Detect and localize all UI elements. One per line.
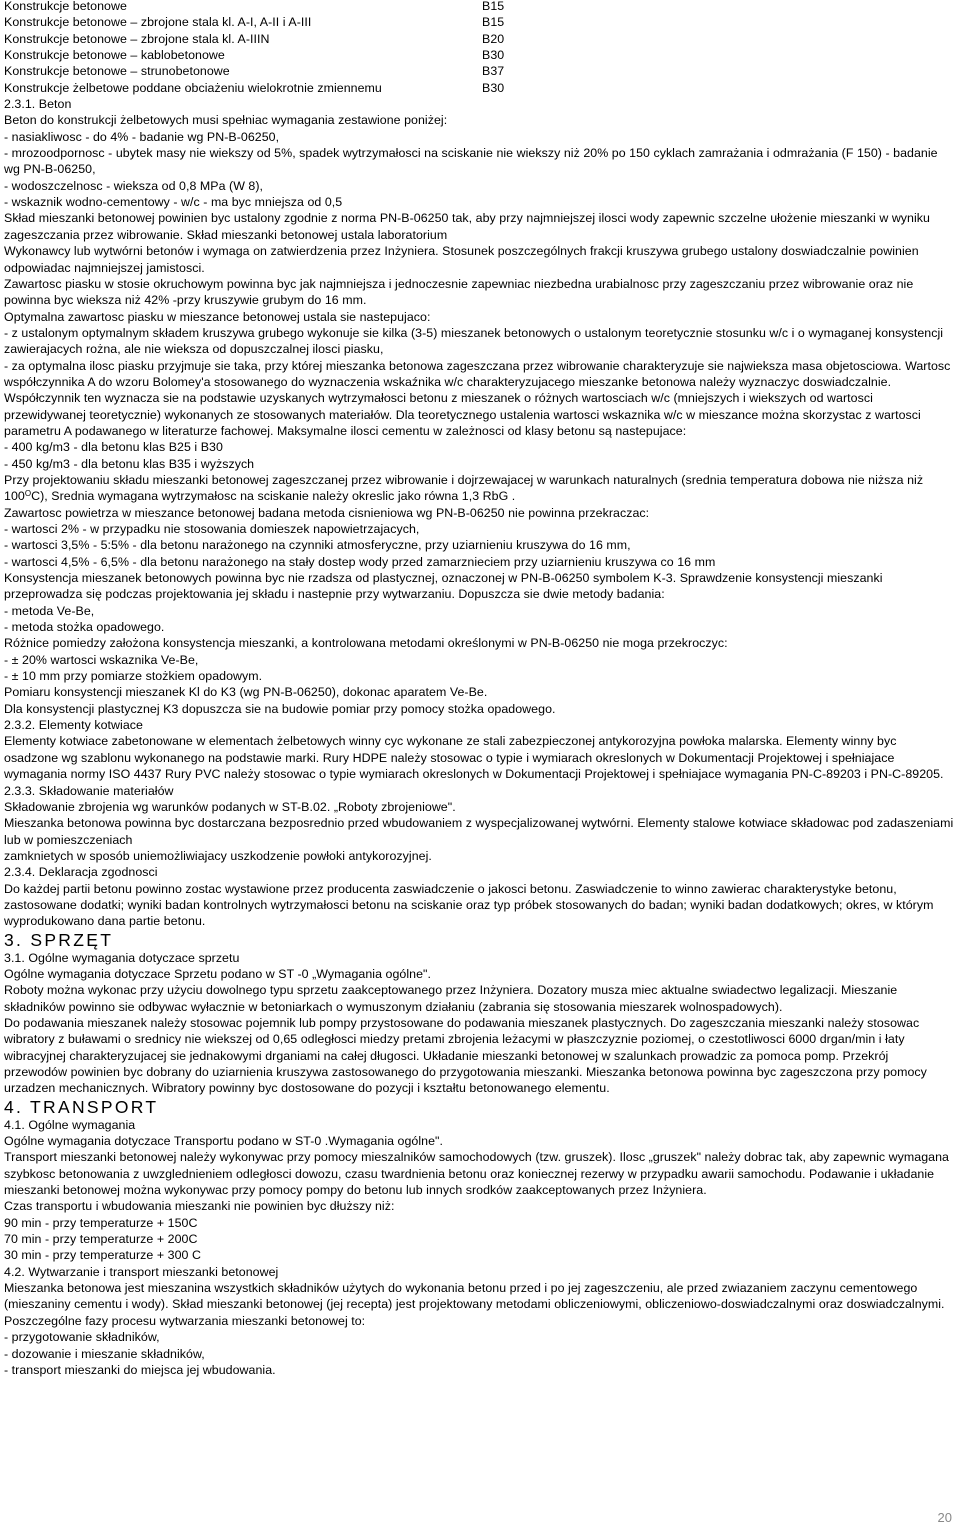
concrete-class-value: B37: [482, 64, 505, 79]
paragraph: Transport mieszanki betonowej należy wykonywac przy pomocy mieszalników samochodowych (tzw. gruszek). Ilosc „gruszek" należy dobrac tak, aby zapewnic wymagana szybkosc betonowania z uwzglednieniem odległosci dowozu, czasu twardnienia betonu oraz koniecznej rezerwy w przypadku awarii samochodu. Podawanie i układanie mieszanki betonowej można wykonywac przy pomocy pompy do betonu lub innych srodków zaakceptowanych przez Inżyniera.: [4, 1150, 949, 1198]
paragraph: Współczynnik ten wyznacza sie na podstawie uzyskanych wytrzymałosci betonu z mieszanek o różnych wartosciach w/c (mniejszych i wiekszych od wartosci przewidywanej teoretycznie) wykonanych ze stosowanych materiałów. Dla teoretycznego ustalenia wartosci wskaznika w/c w mieszance można skorzystac z wartosci parametru A podawanego w literaturze fachowej. Maksymalne ilosci cementu w zależnosci od klasy betonu są nastepujace:: [4, 391, 921, 438]
transport-section: [4, 1117, 954, 1379]
structure-type-label: Konstrukcje żelbetowe poddane obciażeniu wielokrotnie zmiennemu: [4, 80, 382, 95]
paragraph: Ogólne wymagania dotyczace Sprzetu podano w ST -0 „Wymagania ogólne".: [4, 966, 431, 981]
structure-type-label: Konstrukcje betonowe: [4, 0, 127, 13]
paragraph: - metoda stożka opadowego.: [4, 620, 165, 635]
paragraph: Elementy kotwiace zabetonowane w elementach żelbetowych winny cyc wykonane ze stali zabezpieczonej antykorozyjna powłoka malarska. Elementy winny byc osadzone wg szablonu wykonanego na podstawie marki. Rury HDPE należy stosowac o typie i wymiarach okreslonych w Dokumentacji Projektowej i spełniajace wymagania normy ISO 4437 Rury PVC należy stosowac o typie wymiarach okreslonych w Dokumentacji Projektowej i spełniajace wymagania PN-C-89203 i PN-C-89205.: [4, 734, 944, 782]
paragraph: - transport mieszanki do miejsca jej wbudowania.: [4, 1362, 276, 1377]
paragraph: - za optymalna ilosc piasku przyjmuje sie taka, przy której mieszanka betonowa zageszczana przez wibrowanie charakteryzuje sie najwieksza masa objetosciowa. Wartosc współczynnika A do wzoru Bolomey'a stosowanego do wyznaczenia wskaźnika w/c charakteryzujacego mieszanke betonowa należy wyznaczyc doswiadczalnie.: [4, 358, 951, 389]
paragraph: - wartosci 3,5% - 5:5% - dla betonu narażonego na czynniki atmosferyczne, przy uziarnieniu kruszywa do 16 mm,: [4, 538, 631, 553]
concrete-class-value: B30: [482, 48, 505, 63]
equipment-section: [4, 950, 954, 1097]
concrete-section: [4, 96, 954, 472]
paragraph: - dozowanie i mieszanie składników,: [4, 1346, 205, 1361]
paragraph: 2.3.3. Składowanie materiałów: [4, 783, 174, 798]
paragraph: 4.1. Ogólne wymagania: [4, 1117, 136, 1132]
concrete-class-value: B15: [482, 15, 505, 30]
concrete-class-table: [4, 0, 954, 96]
paragraph: - ± 20% wartosci wskaznika Ve-Be,: [4, 652, 199, 667]
paragraph: - wodoszczelnosc - wieksza od 0,8 MPa (W 8),: [4, 178, 264, 193]
paragraph: Zawartosc powietrza w mieszance betonowej badana metoda cisnieniowa wg PN-B-06250 nie powinna przekraczac:: [4, 505, 650, 520]
paragraph: - wskaznik wodno-cementowy - w/c - ma byc mniejsza od 0,5: [4, 195, 343, 210]
paragraph: Pomiaru konsystencji mieszanek Kl do K3 (wg PN-B-06250), dokonac aparatem Ve-Be.: [4, 685, 488, 700]
document-body: [4, 0, 954, 1378]
concrete-class-value: B30: [482, 80, 505, 95]
paragraph: 30 min - przy temperaturze + 300 C: [4, 1248, 201, 1263]
paragraph: Roboty można wykonac przy użyciu dowolnego typu sprzetu zaakceptowanego przez Inżyniera. Dozatory musza miec aktualne swiadectwo legalizacji. Mieszanie składników powinno sie odbywac wyłacznie w betoniarkach o wymuszonym działaniu (zabrania się stosowania mieszarek wolnospadowych).: [4, 983, 898, 1014]
paragraph: Do każdej partii betonu powinno zostac wystawione przez producenta zaswiadczenie o jakosci betonu. Zaswiadczenie to winno zawierac charakterystyke betonu, zastosowane dodatki; wyniki badan kontrolnych wytrzymałosci betonu na sciskanie oraz typ próbek stosowanych do badan; wyniki badan dodatkowych; okres, w którym wyprodukowano dana partie betonu.: [4, 881, 934, 929]
paragraph: zamknietych w sposób uniemożliwiajacy uszkodzenie powłoki antykorozyjnej.: [4, 848, 432, 863]
paragraph: Dla konsystencji plastycznej K3 dopuszcza sie na budowie pomiar przy pomocy stożka opadowego.: [4, 701, 556, 716]
paragraph: Wykonawcy lub wytwórni betonów i wymaga on zatwierdzenia przez Inżyniera. Stosunek poszczególnych frakcji kruszywa grubego ustalony doswiadczalnie powinien odpowiadac najmniejszej jamistosci.: [4, 244, 919, 275]
section-heading-equipment: 3. SPRZĘT: [4, 929, 114, 950]
paragraph: Konsystencja mieszanek betonowych powinna byc nie rzadsza od plastycznej, oznaczonej w PN-B-06250 symbolem K-3. Sprawdzenie konsystencji mieszanki przeprowadza się podczas projektowania jej składu i nastepnie przy wytwarzaniu. Dopuszcza sie dwie metody badania:: [4, 571, 883, 602]
section-heading-transport: 4. TRANSPORT: [4, 1096, 159, 1117]
paragraph: - przygotowanie składników,: [4, 1330, 160, 1345]
paragraph: - ± 10 mm przy pomiarze stożkiem opadowym.: [4, 669, 263, 684]
paragraph: 4.2. Wytwarzanie i transport mieszanki betonowej: [4, 1264, 279, 1279]
paragraph: 3.1. Ogólne wymagania dotyczace sprzetu: [4, 950, 240, 965]
structure-type-label: Konstrukcje betonowe – kablobetonowe: [4, 48, 225, 63]
concrete-class-row: [4, 14, 954, 30]
paragraph: - z ustalonym optymalnym składem kruszywa grubego wykonuje sie kilka (3-5) mieszanek betonowych o ustalonym teoretycznie stosunku w/c i o wymaganej konsystencji zawierajacych rożna, ale nie wieksza od dopuszczalnej ilosci piasku,: [4, 325, 944, 357]
concrete-class-value: B15: [482, 0, 505, 13]
paragraph: Mieszanka betonowa powinna byc dostarczana bezposrednio przed wbudowaniem z wyspecjalizowanej wytwórni. Elementy stalowe kotwiace składowac pod zadaszeniami lub w pomieszczeniach: [4, 816, 954, 847]
paragraph: Ogólne wymagania dotyczace Transportu podano w ST-0 .Wymagania ogólne".: [4, 1134, 443, 1149]
page-number: 20: [937, 1510, 952, 1525]
paragraph: 90 min - przy temperaturze + 150C: [4, 1215, 198, 1230]
paragraph: Beton do konstrukcji żelbetowych musi spełniac wymagania zestawione poniżej:: [4, 113, 448, 128]
structure-type-label: Konstrukcje betonowe – zbrojone stala kl. A-IIIN: [4, 31, 270, 46]
paragraph: - nasiakliwosc - do 4% - badanie wg PN-B-06250,: [4, 129, 280, 144]
structure-type-label: Konstrukcje betonowe – zbrojone stala kl. A-I, A-II i A-III: [4, 15, 312, 30]
temperature-paragraph: Przy projektowaniu składu mieszanki betonowej zageszczanej przez wibrowanie i dojrzewajacej w warunkach naturalnych (srednia temperatura dobowa nie niższa niż $100^OC$), Srednia wymagana wytrzymałosc na sciskanie należy okreslic jako równa 1,3 RbG .: [4, 472, 924, 504]
paragraph: - metoda Ve-Be,: [4, 603, 95, 618]
paragraph: - mrozoodpornosc - ubytek masy nie wiekszy od 5%, spadek wytrzymałosci na sciskanie nie wiekszy niż 20% po 150 cyklach zamrażania i odmrażania (F 150) - badanie wg PN-B-06250,: [4, 146, 938, 177]
paragraph: - wartosci 2% - w przypadku nie stosowania domieszek napowietrzajacych,: [4, 522, 420, 536]
paragraph: Składowanie zbrojenia wg warunków podanych w ST-B.02. „Roboty zbrojeniowe".: [4, 799, 456, 814]
paragraph: - 400 kg/m3 - dla betonu klas B25 i B30: [4, 440, 223, 455]
paragraph: 2.3.1. Beton: [4, 97, 72, 112]
paragraph: - 450 kg/m3 - dla betonu klas B35 i wyższych: [4, 456, 255, 471]
concrete-section-continued: [4, 505, 954, 930]
concrete-class-row: [4, 80, 954, 96]
paragraph: - wartosci 4,5% - 6,5% - dla betonu narażonego na stały dostep wody przed zamarznieciem przy uziarnieniu kruszywa co 16 mm: [4, 554, 716, 569]
concrete-class-row: [4, 63, 954, 79]
paragraph: Mieszanka betonowa jest mieszanina wszystkich składników użytych do wykonania betonu przed i po jej zageszczeniu, ale przed zwiazaniem zaczynu cementowego (mieszaniny cementu i wody). Skład mieszanki betonowej (jej recepta) jest projektowany metodami obliczeniowymi, obliczeniowo-doswiadczalnymi oraz doswiadczalnymi. Poszczególne fazy procesu wytwarzania mieszanki betonowej to:: [4, 1281, 945, 1328]
paragraph: 2.3.4. Deklaracja zgodnosci: [4, 865, 158, 880]
paragraph: 70 min - przy temperaturze + 200C: [4, 1232, 198, 1247]
paragraph: 2.3.2. Elementy kotwiace: [4, 718, 143, 733]
paragraph: Różnice pomiedzy założona konsystencja mieszanki, a kontrolowana metodami określonymi w PN-B-06250 nie moga przekroczyc:: [4, 636, 728, 651]
concrete-class-row: [4, 31, 954, 47]
concrete-class-value: B20: [482, 31, 505, 46]
paragraph: Do podawania mieszanek należy stosowac pojemnik lub pompy przystosowane do podawania mieszanek plastycznych. Do zageszczania mieszanki należy stosowac wibratory z buławami o srednicy nie wiekszej od 0,65 odległosci miedzy pretami zbrojenia leżacymi w płaszczyznie poziomej, o czestotliwosci 6000 drgan/min i łaty wibracyjnej charakteryzujacej sie jednakowymi drganiami na całej długosci. Układanie mieszanki betonowej w szalunkach prowadzic za pomoca pomp. Przekrój przewodów powinien byc dobrany do uziarnienia kruszywa zastosowanego do przygotowania mieszanki. Mieszanka betonowa powinna byc zageszczona przy pomocy: [4, 1015, 927, 1079]
paragraph: Optymalna zawartosc piasku w mieszance betonowej ustala sie nastepujaco:: [4, 309, 431, 324]
paragraph: Zawartosc piasku w stosie okruchowym powinna byc jak najmniejsza i jednoczesnie zapewniac niezbedna urabialnosc przy zageszczaniu przez wibrowanie oraz nie powinna byc wieksza niż 42% -przy kruszywie grubym do 16 mm.: [4, 276, 914, 308]
concrete-class-row: [4, 0, 954, 14]
paragraph: Czas transportu i wbudowania mieszanki nie powinien byc dłuższy niż:: [4, 1199, 395, 1214]
paragraph: urzadzen mechanicznych. Wibratory powinny byc dostosowane do pozycji i kształtu betonowanego elementu.: [4, 1081, 610, 1096]
structure-type-label: Konstrukcje betonowe – strunobetonowe: [4, 64, 230, 79]
concrete-class-row: [4, 47, 954, 63]
paragraph: Skład mieszanki betonowej powinien byc ustalony zgodnie z norma PN-B-06250 tak, aby przy najmniejszej ilosci wody zapewnic szczelne ułożenie mieszanki w wyniku zageszczania przez wibrowanie. Skład mieszanki betonowej ustala laboratorium: [4, 211, 930, 242]
